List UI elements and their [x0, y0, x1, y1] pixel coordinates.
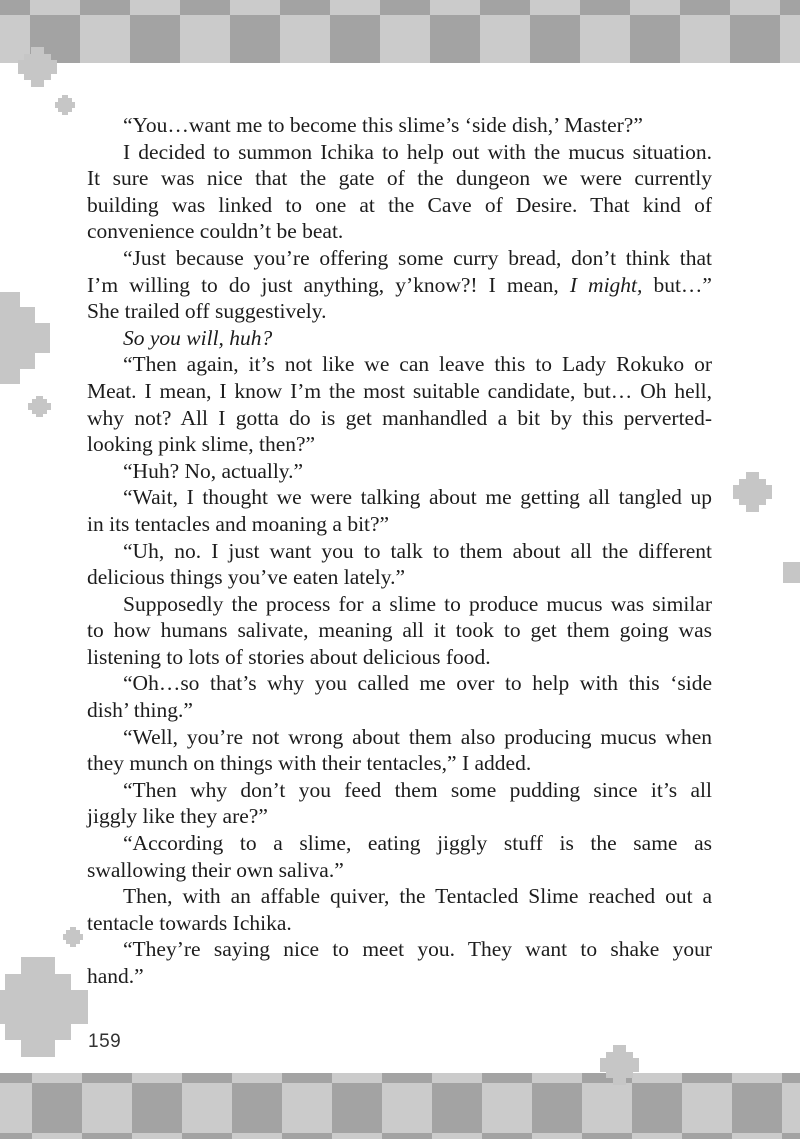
text-line: hand.” — [87, 964, 144, 988]
text-line: “Just because you’re offering some curry bread, don’t think that — [123, 245, 712, 270]
pixel-cross-decoration — [18, 47, 57, 87]
pixel-cross-decoration — [28, 396, 51, 417]
page-number: 159 — [88, 1031, 122, 1052]
text-line: swallowing their own saliva.” — [87, 857, 344, 882]
checkerboard-border-top — [0, 0, 800, 63]
text-line: dish’ thing.” — [87, 698, 193, 723]
text-line: why not? All I gotta do is get manhandled a bit by this perverted- — [87, 405, 712, 430]
text-line: “Uh, no. I just want you to talk to them about all the different — [123, 538, 712, 563]
text-line: She trailed off suggestively. — [87, 299, 327, 324]
text-block — [87, 112, 712, 990]
text-line: building was linked to one at the Cave of Desire. That kind of — [87, 192, 712, 217]
text-line: jiggly like they are?” — [87, 804, 268, 829]
text-line: “Huh? No, actually.” — [123, 458, 304, 483]
text-line: to how humans salivate, meaning all it took to get them going was — [87, 618, 712, 643]
text-line: Meat. I mean, I know I’m the most suitable candidate, but… Oh hell, — [87, 378, 712, 403]
text-line: “Then why don’t you feed them some pudding since it’s all — [123, 777, 712, 802]
text-line: in its tentacles and moaning a bit?” — [87, 511, 390, 536]
text-line: So you will, huh? — [123, 325, 273, 350]
text-line: “Wait, I thought we were talking about me getting all tangled up — [123, 485, 712, 510]
pixel-cross-decoration — [55, 95, 75, 115]
text-line: “You…want me to become this slime’s ‘side dish,’ Master?” — [123, 113, 643, 137]
pixel-cross-decoration — [600, 1045, 639, 1085]
checkerboard-border-bottom — [0, 1073, 800, 1139]
text-line: “Then again, it’s not like we can leave this to Lady Rokuko or — [123, 352, 712, 377]
pixel-cross-decoration — [0, 957, 88, 1057]
text-line: “Oh…so that’s why you called me over to help with this ‘side — [123, 671, 712, 696]
text-line: listening to lots of stories about delicious food. — [87, 644, 491, 669]
pixel-cross-decoration — [733, 472, 772, 512]
pixel-cross-decoration — [63, 927, 83, 947]
text-line: “According to a slime, eating jiggly stuff is the same as — [123, 831, 712, 856]
text-line: delicious things you’ve eaten lately.” — [87, 565, 406, 590]
text-line: Supposedly the process for a slime to produce mucus was similar — [123, 591, 712, 616]
text-line: It sure was nice that the gate of the dungeon we were currently — [87, 166, 712, 191]
text-line: they munch on things with their tentacles,” I added. — [87, 751, 532, 776]
text-line: Then, with an affable quiver, the Tentacled Slime reached out a — [123, 884, 712, 909]
text-line: tentacle towards Ichika. — [87, 910, 292, 935]
text-line: “Well, you’re not wrong about them also producing mucus when — [123, 724, 712, 749]
text-line: convenience couldn’t be beat. — [87, 219, 344, 244]
text-line: I decided to summon Ichika to help out with the mucus situation. — [123, 139, 712, 164]
text-line: “They’re saying nice to meet you. They want to shake your — [123, 937, 712, 962]
text-line: looking pink slime, then?” — [87, 432, 316, 457]
pixel-square-decoration — [783, 562, 800, 583]
pixel-cross-decoration — [0, 292, 50, 384]
text-line: I’m willing to do just anything, y’know?! I mean, I might, but…” — [87, 272, 712, 297]
